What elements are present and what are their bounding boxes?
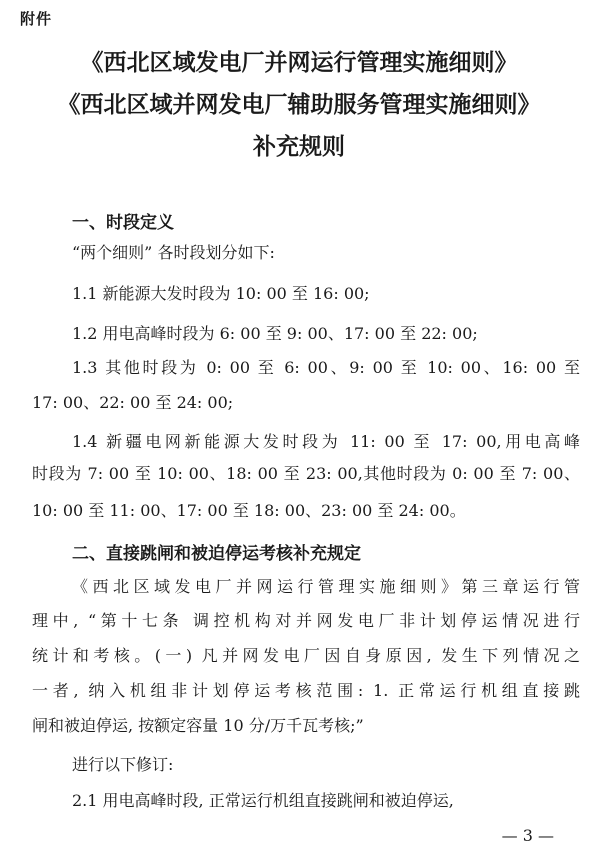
document-title-line-1: 《西北区域发电厂并网运行管理实施细则》 — [80, 49, 518, 76]
paragraph-line: 1.4 新疆电网新能源大发时段为 11: 00 至 17: 00,用电高峰 — [72, 432, 580, 451]
paragraph-line: 1.3 其他时段为 0: 00 至 6: 00、9: 00 至 10: 00、16: 00 至 — [72, 358, 580, 377]
section-heading-trip-assessment: 二、直接跳闸和被迫停运考核补充规定 — [72, 544, 361, 564]
paragraph-line: 一者, 纳入机组非计划停运考核范围: 1. 正常运行机组直接跳 — [32, 681, 580, 700]
paragraph-line: 1.2 用电高峰时段为 6: 00 至 9: 00、17: 00 至 22: 00; — [72, 324, 478, 343]
document-title-line-3: 补充规则 — [253, 133, 345, 160]
paragraph-line: 闸和被迫停运, 按额定容量 10 分/万千瓦考核;” — [32, 716, 364, 735]
paragraph-line: 统计和考核。(一) 凡并网发电厂因自身原因, 发生下列情况之 — [32, 646, 580, 665]
document-title-line-2: 《西北区域并网发电厂辅助服务管理实施细则》 — [57, 91, 541, 118]
paragraph-line: 时段为 7: 00 至 10: 00、18: 00 至 23: 00,其他时段为 0: 00 至 7: 00、 — [32, 464, 580, 483]
paragraph-line: 理中, “第十七条 调控机构对并网发电厂非计划停运情况进行 — [32, 611, 580, 630]
attachment-label: 附件 — [20, 10, 53, 28]
paragraph-line: 进行以下修订: — [72, 755, 174, 774]
paragraph-line: “两个细则” 各时段划分如下: — [72, 243, 275, 262]
section-heading-time-periods: 一、时段定义 — [72, 213, 174, 233]
page-number: — 3 — — [501, 826, 554, 845]
paragraph-line: 1.1 新能源大发时段为 10: 00 至 16: 00; — [72, 284, 370, 303]
paragraph-line: 10: 00 至 11: 00、17: 00 至 18: 00、23: 00 至 24: 00。 — [32, 501, 466, 520]
paragraph-line: 2.1 用电高峰时段, 正常运行机组直接跳闸和被迫停运, — [72, 791, 454, 810]
paragraph-line: 《西北区域发电厂并网运行管理实施细则》第三章运行管 — [72, 577, 580, 596]
paragraph-line: 17: 00、22: 00 至 24: 00; — [32, 393, 234, 412]
